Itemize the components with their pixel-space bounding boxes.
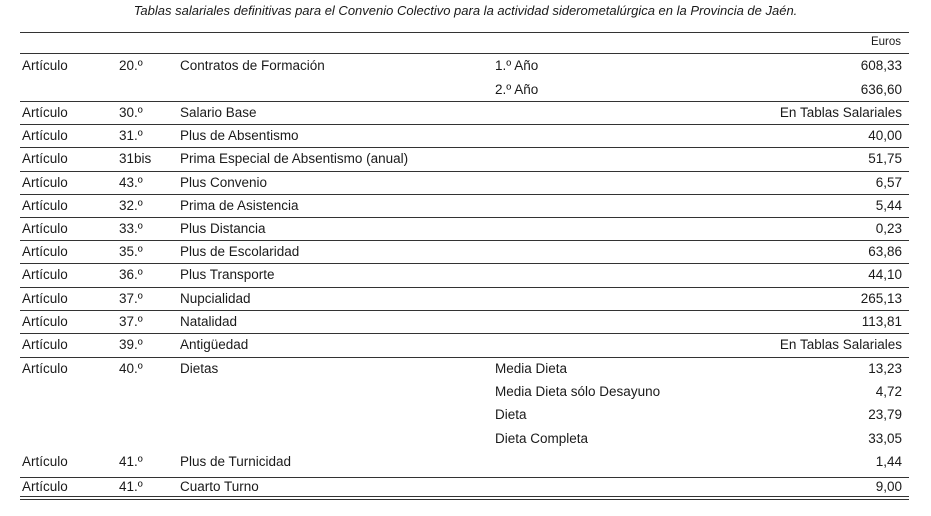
concept-cell: Plus de Absentismo <box>180 128 299 143</box>
articulo-cell: Artículo <box>22 361 68 376</box>
articulo-cell: Artículo <box>22 479 68 494</box>
units-label: Euros <box>870 36 901 48</box>
article-number-cell: 37.º <box>119 314 143 329</box>
articulo-cell: Artículo <box>22 291 68 306</box>
row-divider <box>20 333 909 334</box>
amount-cell: 44,10 <box>868 267 902 282</box>
concept-cell: Antigüedad <box>180 337 249 352</box>
amount-cell: 0,23 <box>875 221 902 236</box>
articulo-cell: Artículo <box>22 454 68 469</box>
articulo-cell: Artículo <box>22 267 68 282</box>
subconcept-cell: Media Dieta sólo Desayuno <box>495 384 661 399</box>
article-number-cell: 40.º <box>119 361 143 376</box>
article-number-cell: 31.º <box>119 128 143 143</box>
articulo-cell: Artículo <box>22 198 68 213</box>
subconcept-cell: Dieta Completa <box>495 431 589 446</box>
articulo-cell: Artículo <box>22 151 68 166</box>
articulo-cell: Artículo <box>22 337 68 352</box>
table-title: Tablas salariales definitivas para el Convenio Colectivo para la actividad siderometalúrgica en la Provincia de Jaén. <box>133 3 798 18</box>
row-divider <box>20 194 909 195</box>
article-number-cell: 30.º <box>119 105 143 120</box>
amount-cell: 636,60 <box>860 82 902 97</box>
row-divider <box>20 217 909 218</box>
concept-cell: Contratos de Formación <box>180 58 325 73</box>
article-number-cell: 20.º <box>119 58 143 73</box>
concept-cell: Plus Transporte <box>180 267 275 282</box>
articulo-cell: Artículo <box>22 128 68 143</box>
row-divider <box>20 357 909 358</box>
concept-cell: Plus de Turnicidad <box>180 454 292 469</box>
concept-cell: Plus Distancia <box>180 221 266 236</box>
amount-cell: 265,13 <box>860 291 902 306</box>
article-number-cell: 35.º <box>119 244 143 259</box>
row-divider <box>20 147 909 148</box>
amount-cell: 13,23 <box>868 361 902 376</box>
concept-cell: Cuarto Turno <box>180 479 259 494</box>
amount-cell: 608,33 <box>860 58 902 73</box>
article-number-cell: 32.º <box>119 198 143 213</box>
subconcept-cell: Dieta <box>495 407 527 422</box>
articulo-cell: Artículo <box>22 221 68 236</box>
amount-cell: 4,72 <box>875 384 902 399</box>
article-number-cell: 39.º <box>119 337 143 352</box>
articulo-cell: Artículo <box>22 175 68 190</box>
article-number-cell: 31bis <box>119 151 152 166</box>
article-number-cell: 41.º <box>119 479 143 494</box>
subconcept-cell: Media Dieta <box>495 361 568 376</box>
concept-cell: Nupcialidad <box>180 291 251 306</box>
row-divider <box>20 477 909 478</box>
concept-cell: Dietas <box>180 361 219 376</box>
row-divider <box>20 53 909 54</box>
row-divider <box>20 287 909 288</box>
subconcept-cell: 1.º Año <box>495 58 539 73</box>
row-divider <box>20 240 909 241</box>
row-divider <box>20 101 909 102</box>
amount-cell: 6,57 <box>875 175 902 190</box>
subconcept-cell: 2.º Año <box>495 82 539 97</box>
article-number-cell: 33.º <box>119 221 143 236</box>
amount-cell: 51,75 <box>868 151 902 166</box>
concept-cell: Prima Especial de Absentismo (anual) <box>180 151 409 166</box>
amount-cell: En Tablas Salariales <box>779 105 902 120</box>
row-divider <box>20 499 909 500</box>
row-divider <box>20 32 909 33</box>
row-divider <box>20 171 909 172</box>
concept-cell: Salario Base <box>180 105 257 120</box>
article-number-cell: 41.º <box>119 454 143 469</box>
articulo-cell: Artículo <box>22 314 68 329</box>
amount-cell: 23,79 <box>868 407 902 422</box>
concept-cell: Natalidad <box>180 314 238 329</box>
concept-cell: Prima de Asistencia <box>180 198 299 213</box>
amount-cell: 63,86 <box>868 244 902 259</box>
articulo-cell: Artículo <box>22 58 68 73</box>
concept-cell: Plus Convenio <box>180 175 268 190</box>
concept-cell: Plus de Escolaridad <box>180 244 300 259</box>
article-number-cell: 37.º <box>119 291 143 306</box>
amount-cell: 40,00 <box>868 128 902 143</box>
row-divider <box>20 310 909 311</box>
article-number-cell: 36.º <box>119 267 143 282</box>
amount-cell: 33,05 <box>868 431 902 446</box>
row-divider <box>20 124 909 125</box>
table-bottom-rule <box>20 496 909 497</box>
row-divider <box>20 263 909 264</box>
article-number-cell: 43.º <box>119 175 143 190</box>
amount-cell: 9,00 <box>875 479 902 494</box>
amount-cell: 113,81 <box>861 314 902 329</box>
articulo-cell: Artículo <box>22 244 68 259</box>
amount-cell: 1,44 <box>875 454 902 469</box>
articulo-cell: Artículo <box>22 105 68 120</box>
amount-cell: En Tablas Salariales <box>779 337 902 352</box>
amount-cell: 5,44 <box>875 198 902 213</box>
